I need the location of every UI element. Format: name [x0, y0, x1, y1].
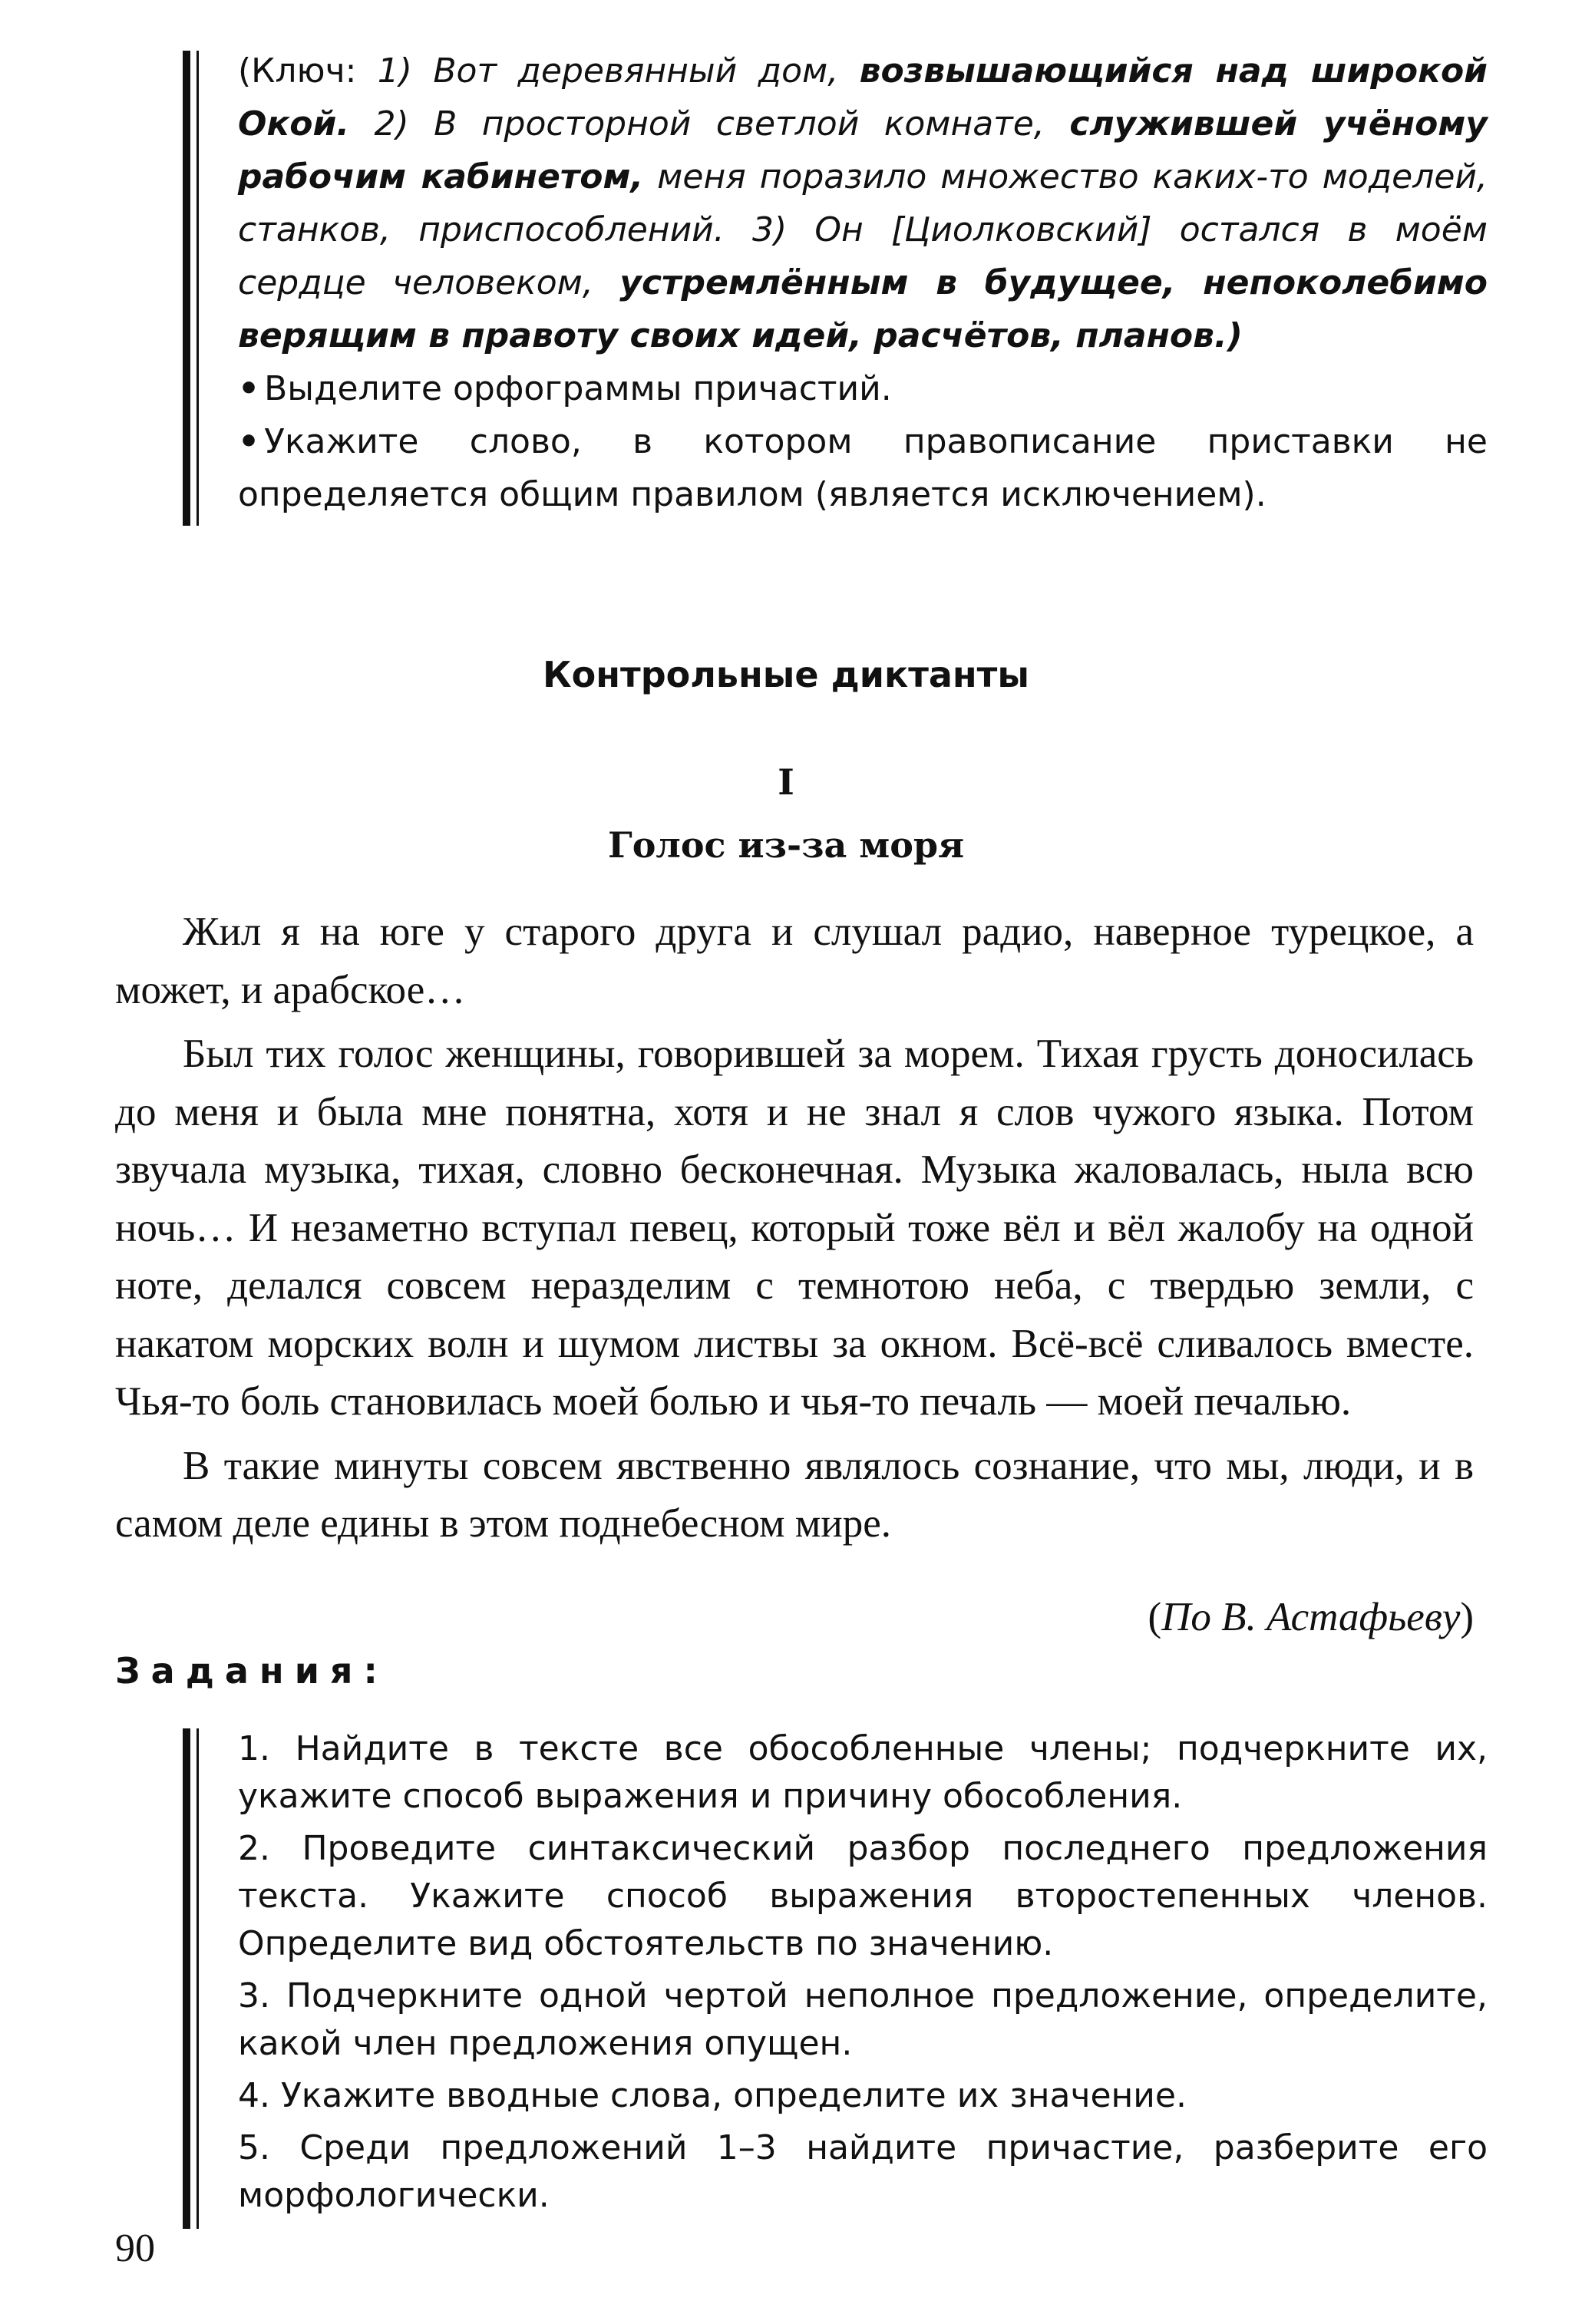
task-item: 1. Найдите в тексте все обособленные члены; подчеркните их, укажите способ выражения и причину обособления. — [238, 1729, 1488, 1816]
margin-thin-bar — [196, 51, 199, 526]
source-open-paren: ( — [1148, 1595, 1162, 1639]
dictation-number: I — [778, 761, 794, 803]
answer-key-block — [190, 45, 1488, 521]
task-item: 2. Проведите синтаксический разбор последнего предложения текста. Укажите способ выражения второстепенных членов. Определите вид обстоятельств по значению. — [238, 1829, 1488, 1963]
bullet-icon: • — [238, 422, 260, 461]
tasks-heading: Задания: — [115, 1650, 388, 1692]
key-sentence-3-participle: устремлённым в будущее, непоколебимо верящим в правоту своих идей, расчётов, планов.) — [238, 263, 1488, 355]
paragraph: В такие минуты совсем явственно являлось сознание, что мы, люди, и в самом деле едины в этом поднебесном мире. — [115, 1443, 1474, 1546]
key-sentence-1-number: 1) — [377, 51, 412, 91]
key-sentence-3-number: 3) — [724, 210, 788, 249]
page-number: 90 — [115, 2227, 155, 2270]
key-sentence-2-participle: служившей учёному рабочим кабинетом, — [238, 104, 1488, 196]
source-close-paren: ) — [1460, 1595, 1474, 1639]
bullet-text: Укажите слово, в котором правописание приставки не определяется общим правилом (является исключением). — [238, 422, 1488, 514]
bullet-text: Выделите орфограммы причастий. — [264, 369, 892, 408]
source-attribution — [1148, 1594, 1474, 1640]
key-sentence-3-text: Он [Циолковский] остался в моём сердце человеком, — [238, 210, 1488, 302]
margin-thin-bar — [196, 1728, 199, 2229]
task-item: 3. Подчеркните одной чертой неполное предложение, определите, какой член предложения опущен. — [238, 1976, 1488, 2063]
bullet-icon: • — [238, 369, 260, 408]
task-item: 4. Укажите вводные слова, определите их значение. — [238, 2076, 1187, 2115]
task-item: 5. Среди предложений 1–3 найдите причастие, разберите его морфологически. — [238, 2128, 1488, 2215]
key-sentence-2-rest: меня поразило множество каких-то моделей, станков, приспособлений. — [238, 157, 1488, 249]
key-label: (Ключ: — [238, 51, 378, 91]
paragraph: Был тих голос женщины, говорившей за морем. Тихая грусть доносилась до меня и была мне понятна, хотя и не знал я слов чужого языка. Потом звучала музыка, тихая, словно бесконечная. Музыка жаловалась, ныла всю ночь… И незаметно вступал певец, который тоже вёл и вёл жалобу на одной ноте, делался совсем неразделим с темнотою неба, с твердью земли, с накатом морских волн и шумом листвы за окном. Всё-всё сливалось вместе. Чья-то боль становилась моей болью и чья-то печаль — моей печалью. — [115, 1032, 1474, 1424]
key-sentence-2-number: 2) — [349, 104, 409, 144]
paragraph: Жил я на юге у старого друга и слушал радио, наверное турецкое, а может, и арабское… — [115, 909, 1474, 1012]
key-sentence-1-text: Вот деревянный дом, — [411, 51, 860, 91]
margin-thick-bar — [183, 1728, 190, 2229]
dictation-title: Голос из-за моря — [607, 824, 965, 866]
tasks-block — [190, 1725, 1488, 2224]
key-sentence-1-participle: возвышающийся над широкой Окой. — [238, 51, 1488, 144]
section-title: Контрольные диктанты — [543, 654, 1029, 695]
dictation-text — [115, 903, 1474, 1560]
margin-thick-bar — [183, 51, 190, 526]
key-sentence-2-text: В просторной светлой комнате, — [408, 104, 1070, 144]
bullet-item — [238, 362, 1488, 415]
bullet-item — [238, 415, 1488, 521]
answer-key-text — [238, 45, 1488, 362]
source-text: По В. Астафьеву — [1161, 1595, 1461, 1639]
